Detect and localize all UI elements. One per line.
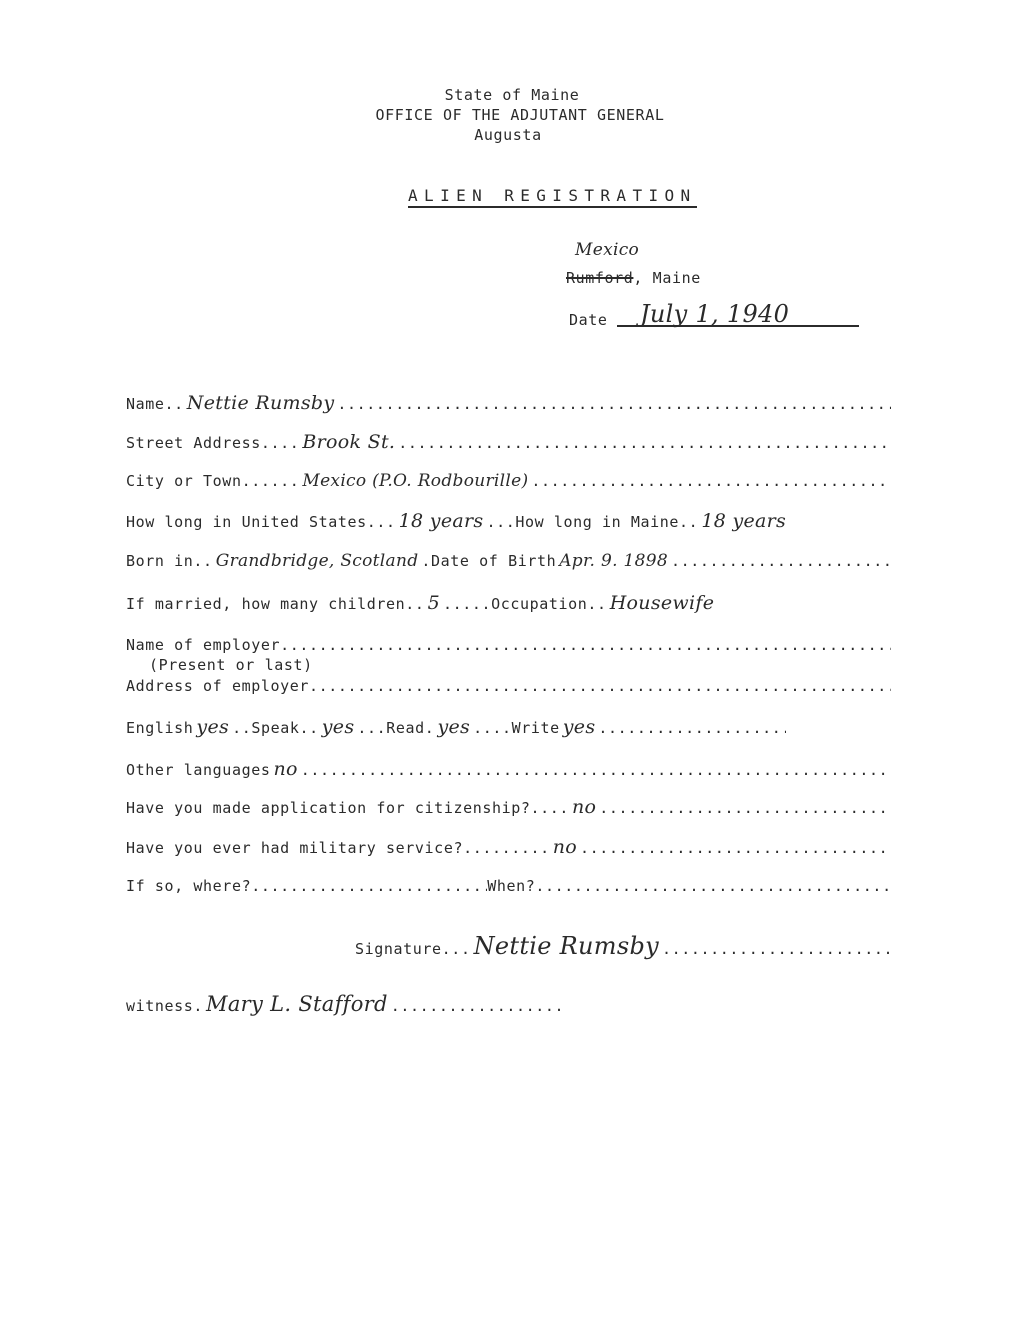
name-label: Name.. (126, 395, 184, 413)
signature-row (355, 932, 891, 960)
witness-value: Mary L. Stafford (206, 992, 388, 1016)
form-title: ALIEN REGISTRATION (408, 186, 697, 208)
dot-leader (280, 636, 891, 654)
dob-label: .Date of Birth (421, 552, 557, 570)
dot-leader (531, 472, 891, 490)
employer-note: (Present or last) (149, 656, 313, 674)
service-details-row (126, 877, 891, 895)
military-label: Have you ever had military service?......... (126, 839, 550, 857)
read-label: ...Read. (357, 719, 435, 737)
witness-row (126, 992, 566, 1016)
dot-leader (301, 761, 891, 779)
birth-row (126, 551, 891, 571)
employer-label: Name of employer (126, 636, 281, 654)
dot-leader (391, 997, 566, 1015)
write-value: yes (562, 716, 596, 738)
street-value: Brook St. (302, 431, 396, 453)
dot-leader (251, 877, 487, 895)
witness-label: witness. (126, 997, 204, 1015)
years-maine-value: 18 years (701, 510, 787, 532)
office-heading: OFFICE OF THE ADJUTANT GENERAL (375, 106, 665, 124)
date-label: Date (569, 311, 608, 329)
occupation-value: Housewife (609, 592, 715, 614)
dot-leader (599, 799, 891, 817)
signature-label: Signature... (355, 940, 471, 958)
dot-leader (671, 552, 891, 570)
dot-leader (580, 839, 891, 857)
citizenship-value: no (572, 796, 597, 818)
other-languages-row (126, 758, 891, 780)
other-languages-label: Other languages (126, 761, 271, 779)
military-value: no (552, 836, 578, 858)
signature-value: Nettie Rumsby (473, 932, 660, 960)
speak-value: yes (321, 716, 355, 738)
dob-value: Apr. 9. 1898 (559, 551, 668, 571)
town-line (566, 269, 701, 287)
write-label: ....Write (473, 719, 560, 737)
state-suffix: , Maine (633, 269, 701, 287)
born-in-value: Grandbridge, Scotland (215, 551, 419, 571)
dot-leader (309, 677, 891, 695)
town-struck: Rumford (566, 269, 634, 287)
date-value: July 1, 1940 (640, 300, 790, 328)
dot-leader (598, 719, 786, 737)
english-label: English (126, 719, 194, 737)
other-languages-value: no (273, 758, 298, 780)
citizenship-label: Have you made application for citizenship?.... (126, 799, 570, 817)
name-value: Nettie Rumsby (186, 392, 335, 414)
town-handwritten: Mexico (575, 240, 640, 260)
born-in-label: Born in.. (126, 552, 213, 570)
name-row (126, 392, 891, 414)
years-maine-label: ...How long in Maine.. (486, 513, 699, 531)
city-label: City or Town...... (126, 472, 300, 490)
dot-leader (535, 877, 891, 895)
state-heading: State of Maine (444, 86, 580, 104)
read-value: yes (437, 716, 471, 738)
employer-address-label: Address of employer (126, 677, 309, 695)
dot-leader (398, 434, 891, 452)
children-label: If married, how many children.. (126, 595, 425, 613)
where-label: If so, where? (126, 877, 252, 895)
years-us-value: 18 years (398, 510, 484, 532)
years-us-label: How long in United States... (126, 513, 396, 531)
employer-address-row (126, 677, 891, 695)
city-row (126, 471, 891, 491)
dot-leader (337, 395, 891, 413)
children-value: 5 (427, 592, 440, 614)
street-label: Street Address.... (126, 434, 300, 452)
employer-row (126, 636, 891, 654)
when-label: When? (487, 877, 536, 895)
dot-leader (662, 940, 891, 958)
english-value: yes (196, 716, 230, 738)
military-row (126, 836, 891, 858)
english-row (126, 716, 786, 738)
speak-label: ..Speak.. (232, 719, 319, 737)
occupation-label: .....Occupation.. (442, 595, 607, 613)
city-value: Mexico (P.O. Rodbourille) (302, 471, 529, 491)
family-row (126, 592, 896, 614)
city-heading: Augusta (474, 126, 542, 144)
street-row (126, 431, 891, 453)
citizenship-row (126, 796, 891, 818)
residency-row (126, 510, 946, 532)
